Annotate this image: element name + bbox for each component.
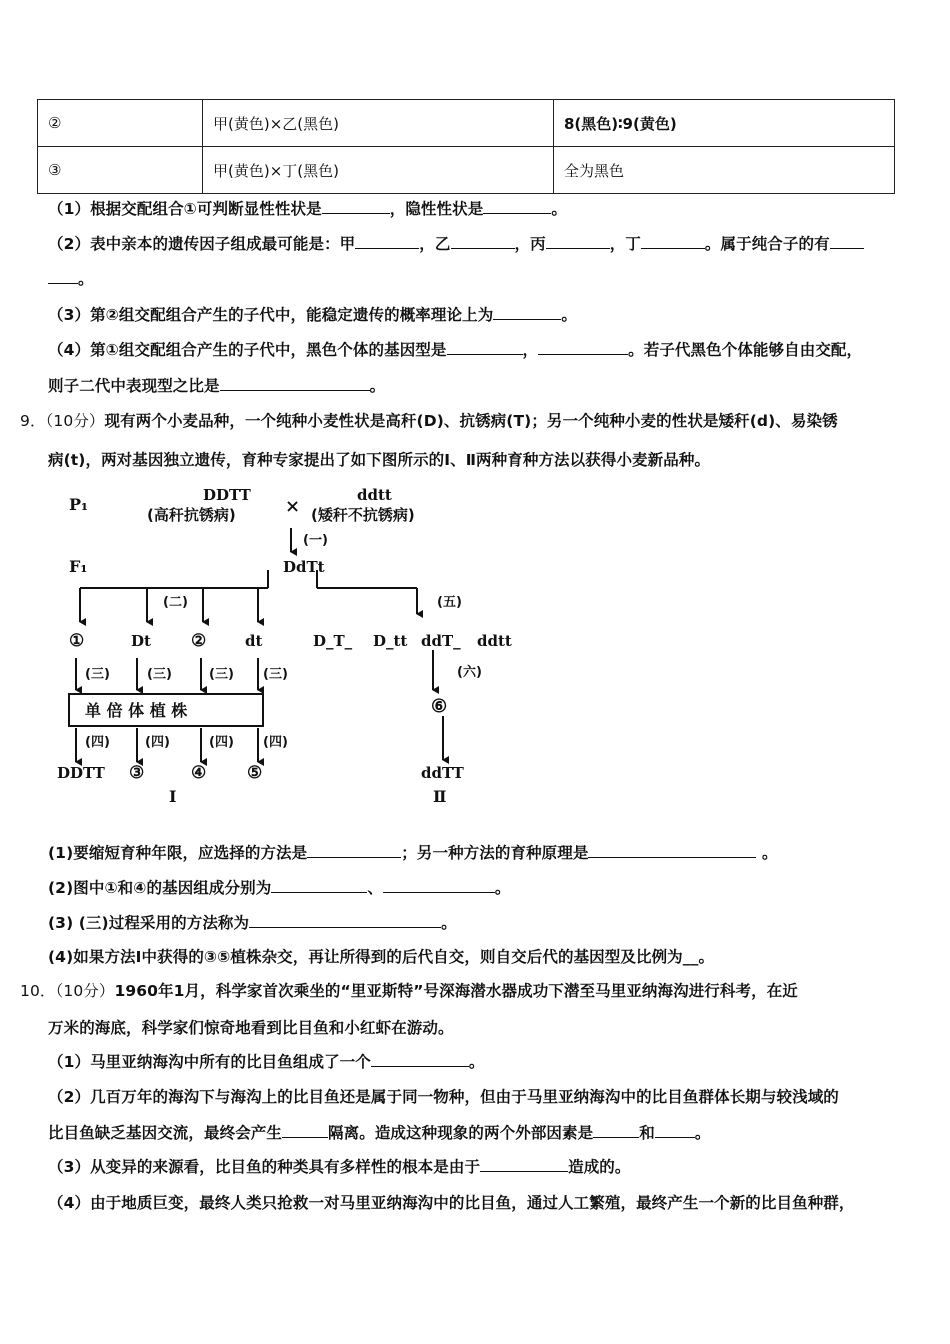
answer-blank[interactable] xyxy=(282,1123,328,1138)
answer-blank[interactable] xyxy=(546,234,610,249)
answer-blank[interactable] xyxy=(48,269,78,284)
answer-blank[interactable] xyxy=(355,234,419,249)
output-3: ③ xyxy=(129,763,145,783)
step3-label: (三) xyxy=(147,667,172,682)
answer-blank[interactable] xyxy=(271,878,367,893)
q8-part2: （2）表中亲本的遗传因子组成最可能是：甲 ，乙 ，丙 ，丁 。属于纯合子的有 xyxy=(48,233,864,255)
step4-label: (四) xyxy=(263,735,288,750)
table-cell-result: 全为黑色 xyxy=(554,147,895,194)
q8-part4: （4）第①组交配组合产生的子代中，黑色个体的基因型是 ， 。若子代黑色个体能够自由交配， xyxy=(48,341,863,359)
answer-blank[interactable] xyxy=(655,1123,695,1138)
table-row xyxy=(38,147,895,194)
table-cell-no: ② xyxy=(38,100,203,147)
step1-label: (一) xyxy=(303,533,328,548)
answer-blank[interactable] xyxy=(830,234,864,249)
answer-blank[interactable] xyxy=(588,843,756,858)
table-cell-cross: 甲(黄色)×丁(黑色) xyxy=(203,147,554,194)
answer-blank[interactable] xyxy=(447,340,523,355)
step4-label: (四) xyxy=(145,735,170,750)
cross-symbol: × xyxy=(285,496,301,517)
gamete-1: ① xyxy=(69,631,85,651)
step4-label: (四) xyxy=(85,735,110,750)
answer-blank[interactable] xyxy=(371,1052,469,1067)
haploid-label: 单 倍 体 植 株 xyxy=(85,701,188,720)
parent1-description: (高秆抗锈病) xyxy=(147,506,236,524)
answer-blank[interactable] xyxy=(483,199,551,214)
answer-blank[interactable] xyxy=(641,234,705,249)
label-p1: P₁ xyxy=(69,495,89,514)
q10-part2-cont: 比目鱼缺乏基因交流，最终会产生 隔离。造成这种现象的两个外部因素是 和 。 xyxy=(48,1124,711,1142)
q10-part2: （2）几百万年的海沟下与海沟上的比目鱼还是属于同一物种，但由于马里亚纳海沟中的比目鱼群体长期与较浅域的 xyxy=(48,1088,839,1106)
parent1-genotype: DDTT xyxy=(203,486,251,504)
product-6: ⑥ xyxy=(431,696,448,717)
f2-genotype: ddT_ xyxy=(421,632,461,650)
breeding-diagram xyxy=(55,482,535,812)
q10-part3: （3）从变异的来源看，比目鱼的种类具有多样性的根本是由于 造成的。 xyxy=(48,1158,631,1176)
step6-label: (六) xyxy=(457,665,482,680)
step5-label: (五) xyxy=(437,595,462,610)
step3-label: (三) xyxy=(263,667,288,682)
method-2-label: Ⅱ xyxy=(433,787,447,806)
step3-label: (三) xyxy=(85,667,110,682)
cross-table xyxy=(37,99,895,194)
gamete-dt: dt xyxy=(245,632,263,650)
q9-stem-line2: 病(t)，两对基因独立遗传，育种专家提出了如下图所示的Ⅰ、Ⅱ两种育种方法以获得小麦新品种。 xyxy=(48,451,711,469)
method-1-label: Ⅰ xyxy=(169,787,177,806)
q9-stem-line1: 9．（10分）现有两个小麦品种，一个纯种小麦性状是高秆(D)、抗锈病(T)；另一个纯种小麦的性状是矮秆(d)、易染锈 xyxy=(20,412,838,430)
f2-genotype: D_T_ xyxy=(313,632,353,650)
answer-blank[interactable] xyxy=(593,1123,639,1138)
output-DDTT: DDTT xyxy=(57,764,105,782)
table-cell-result: 8(黑色)∶9(黄色) xyxy=(554,100,895,147)
answer-blank[interactable] xyxy=(451,234,515,249)
step2-label: (二) xyxy=(163,595,188,610)
q10-part4: （4）由于地质巨变，最终人类只抢救一对马里亚纳海沟中的比目鱼，通过人工繁殖，最终产生一个新的比目鱼种群， xyxy=(48,1194,855,1212)
q10-stem-line2: 万米的海底，科学家们惊奇地看到比目鱼和小红虾在游动。 xyxy=(48,1019,454,1037)
table-cell-no: ③ xyxy=(38,147,203,194)
output-5: ⑤ xyxy=(247,763,263,783)
answer-blank[interactable] xyxy=(220,376,370,391)
answer-blank[interactable] xyxy=(493,305,561,320)
q9-part4: (4)如果方法Ⅰ中获得的③⑤植株杂交，再让所得到的后代自交，则自交后代的基因型及比例为__。 xyxy=(48,948,715,966)
gamete-Dt: Dt xyxy=(131,632,151,650)
q8-part1: （1）根据交配组合①可判断显性性状是 ，隐性性状是 。 xyxy=(48,200,567,218)
final-ddTT: ddTT xyxy=(421,764,464,782)
answer-blank[interactable] xyxy=(307,843,401,858)
parent2-description: (矮秆不抗锈病) xyxy=(311,506,415,524)
parent2-genotype: ddtt xyxy=(357,486,392,504)
q8-part4-cont: 则子二代中表现型之比是 。 xyxy=(48,377,386,395)
answer-blank[interactable] xyxy=(249,913,441,928)
q9-part2: (2)图中①和④的基因组成分别为 、 。 xyxy=(48,879,511,897)
q9-part3: (3) (三)过程采用的方法称为 。 xyxy=(48,914,457,932)
step4-label: (四) xyxy=(209,735,234,750)
answer-blank[interactable] xyxy=(383,878,495,893)
f2-genotype: D_tt xyxy=(373,632,408,650)
answer-blank[interactable] xyxy=(480,1157,568,1172)
q10-part1: （1）马里亚纳海沟中所有的比目鱼组成了一个 。 xyxy=(48,1053,485,1071)
q8-part2-cont: 。 xyxy=(48,268,94,290)
output-4: ④ xyxy=(191,763,207,783)
table-cell-cross: 甲(黄色)×乙(黑色) xyxy=(203,100,554,147)
answer-blank[interactable] xyxy=(322,199,390,214)
q10-stem-line1: 10．（10分）1960年1月，科学家首次乘坐的“里亚斯特”号深海潜水器成功下潜至马里亚纳海沟进行科考，在近 xyxy=(20,982,798,1000)
answer-blank[interactable] xyxy=(538,340,628,355)
label-f1: F₁ xyxy=(69,557,88,576)
f1-genotype: DdTt xyxy=(283,558,325,576)
table-row xyxy=(38,100,895,147)
gamete-2: ② xyxy=(191,631,207,651)
f2-genotype: ddtt xyxy=(477,632,512,650)
q9-part1: (1)要缩短育种年限，应选择的方法是 ；另一种方法的育种原理是 。 xyxy=(48,844,778,862)
step3-label: (三) xyxy=(209,667,234,682)
q8-part3: （3）第②组交配组合产生的子代中，能稳定遗传的概率理论上为 。 xyxy=(48,306,577,324)
